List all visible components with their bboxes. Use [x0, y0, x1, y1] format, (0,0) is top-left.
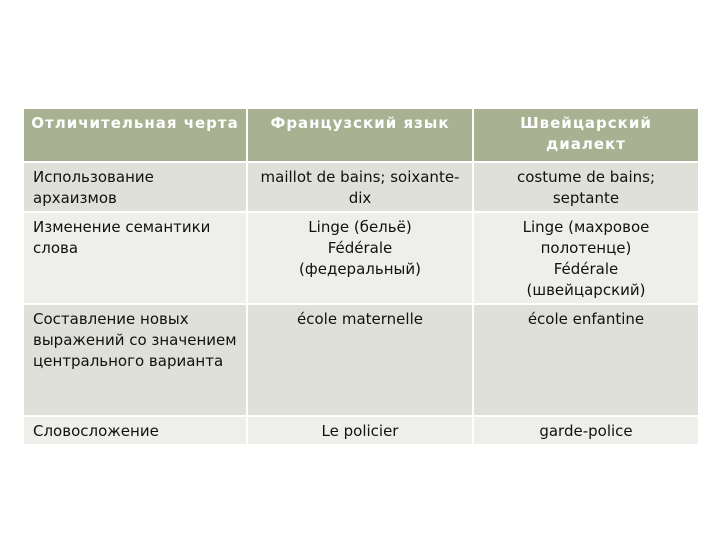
- feature-cell: Изменение семантики слова: [23, 212, 247, 304]
- comparison-table: [22, 107, 700, 446]
- french-cell: Le policier: [247, 416, 473, 445]
- swiss-cell: garde-police: [473, 416, 699, 445]
- table-row: [23, 212, 699, 304]
- french-cell: maillot de bains; soixante-dix: [247, 162, 473, 212]
- swiss-cell: Linge (махровое полотенце) Fédérale (швейцарский): [473, 212, 699, 304]
- header-swiss: Швейцарский диалект: [473, 108, 699, 162]
- feature-cell: Использование архаизмов: [23, 162, 247, 212]
- table-row: [23, 304, 699, 416]
- feature-cell: Словосложение: [23, 416, 247, 445]
- header-french: Французский язык: [247, 108, 473, 162]
- table-header-row: [23, 108, 699, 162]
- french-cell: école maternelle: [247, 304, 473, 416]
- swiss-cell: costume de bains; septante: [473, 162, 699, 212]
- french-cell: Linge (бельё) Fédérale (федеральный): [247, 212, 473, 304]
- table-row: [23, 162, 699, 212]
- table-row: [23, 416, 699, 445]
- feature-cell: Составление новых выражений со значением центрального варианта: [23, 304, 247, 416]
- header-feature: Отличительная черта: [23, 108, 247, 162]
- swiss-cell: école enfantine: [473, 304, 699, 416]
